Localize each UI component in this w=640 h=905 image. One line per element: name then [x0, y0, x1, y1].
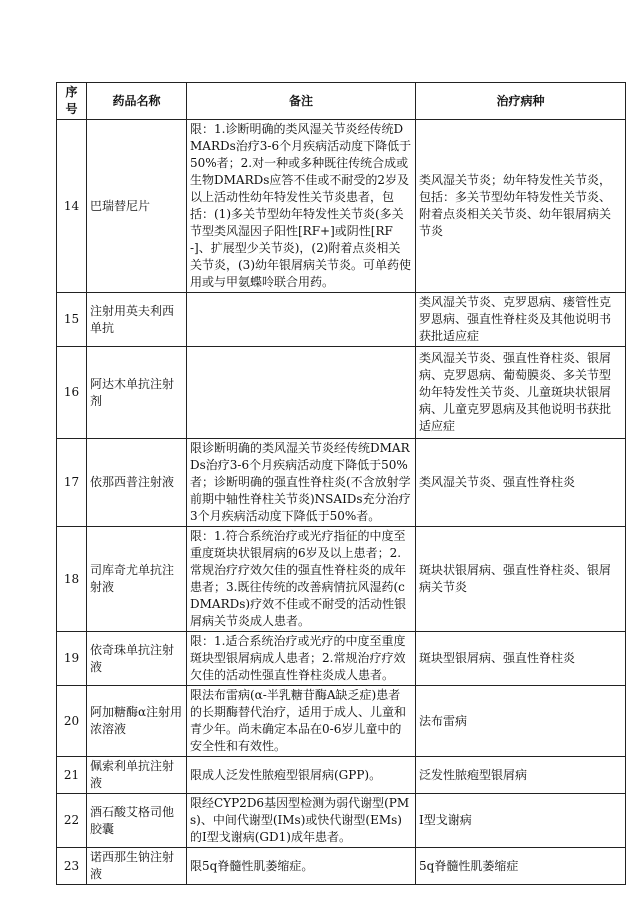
- row-number: 23: [57, 848, 87, 885]
- table-row: [57, 347, 626, 439]
- table-row: [57, 757, 626, 794]
- table-row: [57, 527, 626, 632]
- table-row: [57, 686, 626, 757]
- treated-disease: Ⅰ型戈谢病: [416, 794, 626, 848]
- treated-disease: 类风湿关节炎、克罗恩病、瘘管性克罗恩病、强直性脊柱炎及其他说明书获批适应症: [416, 293, 626, 347]
- drug-notes: 限5q脊髓性肌萎缩症。: [187, 848, 416, 885]
- header-drug-name: 药品名称: [87, 83, 187, 120]
- header-notes: 备注: [187, 83, 416, 120]
- row-number: 18: [57, 527, 87, 632]
- treated-disease: 类风湿关节炎、强直性脊柱炎、银屑病、克罗恩病、葡萄膜炎、多关节型幼年特发性关节炎、儿童斑块状银屑病、儿童克罗恩病及其他说明书获批适应症: [416, 347, 626, 439]
- drug-table: [56, 82, 626, 885]
- row-number: 21: [57, 757, 87, 794]
- drug-name: 司库奇尤单抗注射液: [87, 527, 187, 632]
- drug-notes: 限诊断明确的类风湿关节炎经传统DMARDs治疗3-6个月疾病活动度下降低于50%者；诊断明确的强直性脊柱炎(不含放射学前期中轴性脊柱关节炎)NSAIDs充分治疗3个月疾病活动度下降低于50%者。: [187, 439, 416, 527]
- drug-name: 注射用英夫利西单抗: [87, 293, 187, 347]
- drug-notes: 限：1.符合系统治疗或光疗指征的中度至重度斑块状银屑病的6岁及以上患者；2.常规治疗疗效欠佳的强直性脊柱炎的成年患者；3.既往传统的改善病情抗风湿药(cDMARDs)疗效不佳或不耐受的活动性银屑病关节炎成人患者。: [187, 527, 416, 632]
- header-number: 序号: [57, 83, 87, 120]
- drug-name: 阿达木单抗注射剂: [87, 347, 187, 439]
- drug-notes: 限：1.适合系统治疗或光疗的中度至重度斑块型银屑病成人患者；2.常规治疗疗效欠佳的活动性强直性脊柱炎成人患者。: [187, 632, 416, 686]
- table-row: [57, 632, 626, 686]
- drug-notes: 限：1.诊断明确的类风湿关节炎经传统DMARDs治疗3-6个月疾病活动度下降低于50%者；2.对一种或多种既往传统合成或生物DMARDs应答不佳或不耐受的2岁及以上活动性幼年特发性关节炎患者，包括：(1)多关节型幼年特发性关节炎(多关节型类风湿因子阳性[RF+]或阴性[RF-]、扩展型少关节炎)，(2)附着点炎相关关节炎，(3)幼年银屑病关节炎。可单药使用或与甲氨蝶呤联合用药。: [187, 120, 416, 293]
- table-row: [57, 293, 626, 347]
- drug-name: 酒石酸艾格司他胶囊: [87, 794, 187, 848]
- table-row: [57, 794, 626, 848]
- row-number: 17: [57, 439, 87, 527]
- drug-notes: 限法布雷病(α-半乳糖苷酶A缺乏症)患者的长期酶替代治疗，适用于成人、儿童和青少年。尚未确定本品在0-6岁儿童中的安全性和有效性。: [187, 686, 416, 757]
- table-row: [57, 439, 626, 527]
- drug-name: 依奇珠单抗注射液: [87, 632, 187, 686]
- treated-disease: 法布雷病: [416, 686, 626, 757]
- drug-name: 佩索利单抗注射液: [87, 757, 187, 794]
- table-row: [57, 120, 626, 293]
- drug-name: 依那西普注射液: [87, 439, 187, 527]
- treated-disease: 斑块型银屑病、强直性脊柱炎: [416, 632, 626, 686]
- row-number: 15: [57, 293, 87, 347]
- treated-disease: 类风湿关节炎、强直性脊柱炎: [416, 439, 626, 527]
- row-number: 16: [57, 347, 87, 439]
- row-number: 19: [57, 632, 87, 686]
- drug-notes: 限成人泛发性脓疱型银屑病(GPP)。: [187, 757, 416, 794]
- table-row: [57, 848, 626, 885]
- drug-notes: 限经CYP2D6基因型检测为弱代谢型(PMs)、中间代谢型(IMs)或快代谢型(EMs)的Ⅰ型戈谢病(GD1)成年患者。: [187, 794, 416, 848]
- drug-notes: [187, 293, 416, 347]
- header-disease: 治疗病种: [416, 83, 626, 120]
- table-header-row: [57, 83, 626, 120]
- drug-name: 诺西那生钠注射液: [87, 848, 187, 885]
- row-number: 20: [57, 686, 87, 757]
- treated-disease: 5q脊髓性肌萎缩症: [416, 848, 626, 885]
- treated-disease: 泛发性脓疱型银屑病: [416, 757, 626, 794]
- treated-disease: 斑块状银屑病、强直性脊柱炎、银屑病关节炎: [416, 527, 626, 632]
- row-number: 14: [57, 120, 87, 293]
- drug-name: 阿加糖酶α注射用浓溶液: [87, 686, 187, 757]
- drug-name: 巴瑞替尼片: [87, 120, 187, 293]
- row-number: 22: [57, 794, 87, 848]
- treated-disease: 类风湿关节炎；幼年特发性关节炎，包括：多关节型幼年特发性关节炎、附着点炎相关关节炎、幼年银屑病关节炎: [416, 120, 626, 293]
- drug-notes: [187, 347, 416, 439]
